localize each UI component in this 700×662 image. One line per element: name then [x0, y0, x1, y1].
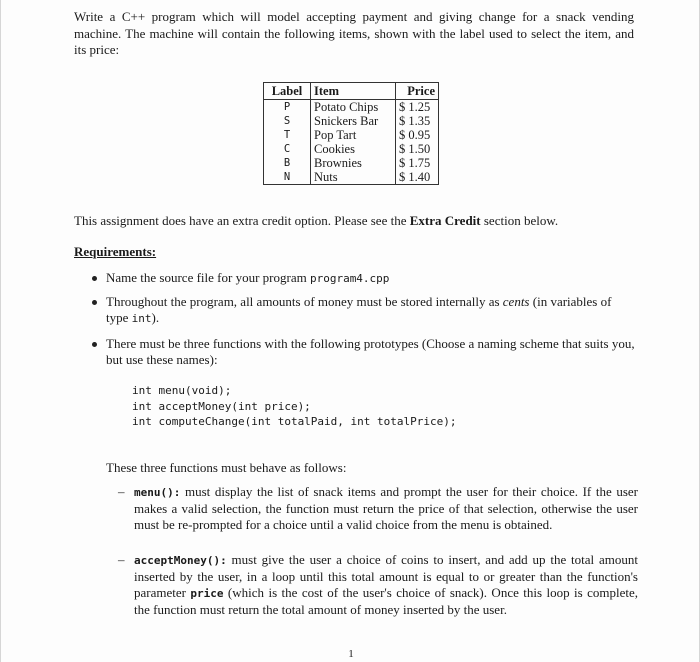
row-price: $ 0.95 [396, 128, 439, 142]
bullet-text: There must be three functions with the following prototypes (Choose a naming scheme that suits you, but use these names): [106, 336, 635, 367]
row-label: B [264, 156, 311, 170]
bullet-money-cents [92, 294, 637, 327]
filename-code: program4.cpp [309, 272, 390, 285]
header-label: Label [264, 83, 311, 100]
bullet-three-functions [92, 336, 637, 368]
row-price: $ 1.35 [396, 114, 439, 128]
row-price: $ 1.40 [396, 170, 439, 185]
dash-text: must give the user a choice of coins to insert, and add up the total amount inserted by the user, in a loop until this total amount is equal to or greater than the function's parameter [134, 552, 638, 600]
extra-note-prefix: This assignment does have an extra credit option. Please see the [74, 213, 410, 228]
row-item: Nuts [311, 170, 396, 185]
row-item: Pop Tart [311, 128, 396, 142]
row-label: N [264, 170, 311, 185]
price-param-code: price [190, 587, 224, 600]
table-row [264, 128, 439, 142]
bullet-source-file [92, 270, 637, 287]
intro-paragraph: Write a C++ program which will model accepting payment and giving change for a snack vending machine. The machine will contain the following items, shown with the label used to select the item, and its price: [74, 9, 634, 57]
code-line: int acceptMoney(int price); [132, 399, 311, 413]
behave-intro: These three functions must behave as follows: [106, 460, 347, 475]
extra-credit-note [74, 213, 558, 229]
bullet-text-mid: (in variables of type [106, 294, 612, 325]
row-item: Cookies [311, 142, 396, 156]
row-price: $ 1.75 [396, 156, 439, 170]
table-row [264, 170, 439, 185]
bullet-text: Throughout the program, all amounts of money must be stored internally as [106, 294, 503, 309]
table-row [264, 100, 439, 115]
bullet-dot-icon [92, 342, 97, 347]
dash-text-end: (which is the cost of the user's choice of snack). Once this loop is complete, the function must return the total amount of money inserted by the user. [134, 585, 638, 617]
bullet-text-end: ). [151, 310, 160, 325]
bullet-dot-icon [92, 276, 97, 281]
dash-mark-icon: – [118, 552, 125, 567]
snack-items-table [263, 82, 439, 185]
row-item: Potato Chips [311, 100, 396, 115]
extra-note-suffix: section below. [480, 213, 559, 228]
code-line: int menu(void); [132, 384, 232, 397]
row-price: $ 1.25 [396, 100, 439, 115]
row-label: P [264, 100, 311, 115]
menu-func-code: menu(): [134, 486, 181, 499]
int-code: int [131, 312, 152, 325]
accept-money-func-code: acceptMoney(): [134, 554, 227, 567]
function-prototypes-code [132, 383, 457, 430]
row-label: S [264, 114, 311, 128]
row-label: C [264, 142, 311, 156]
table-row [264, 156, 439, 170]
row-item: Snickers Bar [311, 114, 396, 128]
cents-italic: cents [502, 294, 530, 309]
row-item: Brownies [311, 156, 396, 170]
extra-credit-bold: Extra Credit [409, 213, 481, 228]
table-header-row [264, 83, 439, 100]
header-item: Item [311, 83, 396, 100]
row-label: T [264, 128, 311, 142]
table-row [264, 142, 439, 156]
dash-text: must display the list of snack items and prompt the user for their choice. If the user makes a valid selection, the function must return the price of that selection, otherwise the user must be re-prompted for a choice until a valid choice from the menu is obtained. [134, 484, 638, 532]
dash-item-menu [118, 484, 638, 533]
dash-mark-icon: – [118, 484, 125, 499]
code-line: int computeChange(int totalPaid, int totalPrice); [132, 415, 457, 428]
bullet-dot-icon [92, 300, 97, 305]
table-row [264, 114, 439, 128]
row-price: $ 1.50 [396, 142, 439, 156]
header-price: Price [396, 83, 439, 100]
page-number: 1 [348, 648, 354, 660]
requirements-heading: Requirements: [74, 244, 157, 259]
dash-item-accept-money [118, 552, 638, 618]
bullet-text: Name the source file for your program [106, 270, 310, 285]
